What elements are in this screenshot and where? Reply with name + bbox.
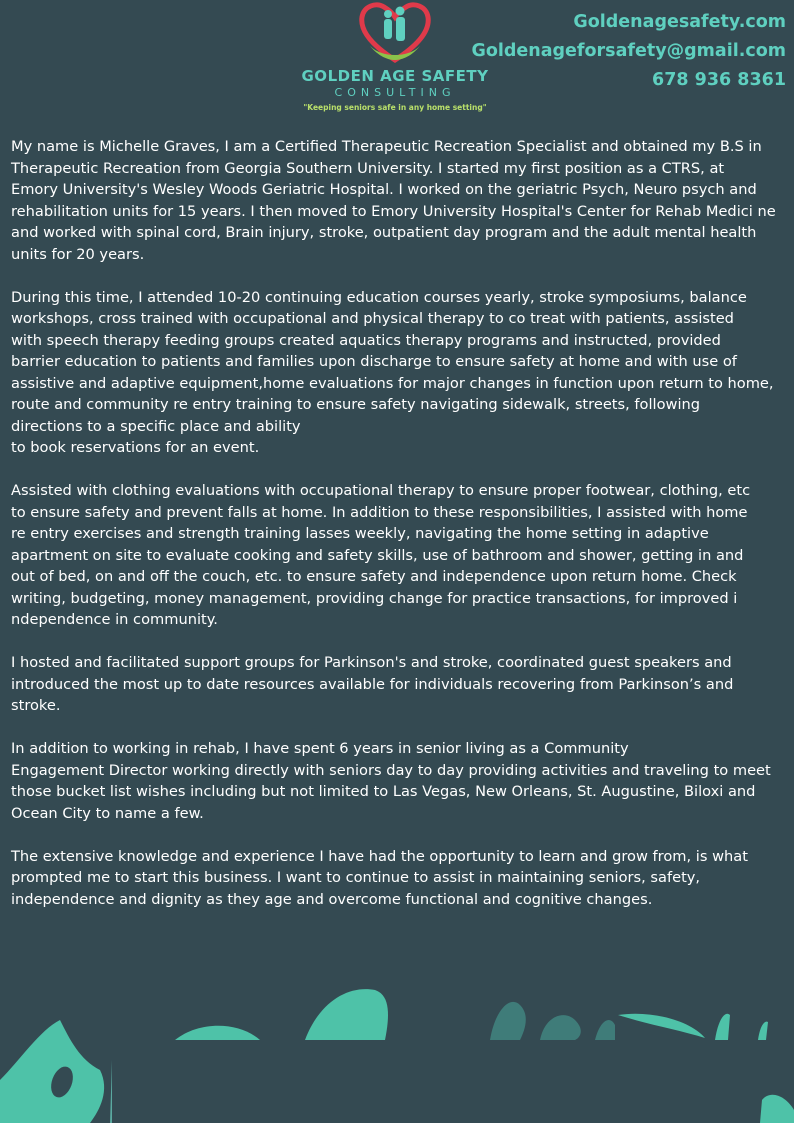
website-link[interactable]: Goldenagesafety.com — [573, 12, 786, 32]
paragraph-5: In addition to working in rehab, I have spent 6 years in senior living as a Community Engagement Director working directly with seniors day to day providing activities and traveling to meet those bucket list wishes including but not limited to Las Vegas, New Orleans, St. Augustine, Biloxi and Ocean City to name a few. — [11, 740, 771, 822]
brand-name: GOLDEN AGE SAFETY — [301, 67, 489, 85]
phone-number: 678 936 8361 — [652, 70, 786, 90]
paragraph-2: During this time, I attended 10-20 continuing education courses yearly, stroke symposiums, balance workshops, cross trained with occupational and physical therapy to co treat with patients, assisted with speech therapy feeding groups created aquatics therapy programs and instructed, provided barrier education to patients and families upon discharge to ensure safety at home and with use of assistive and adaptive equipment,home evaluations for major changes in function upon return to home, route and community re entry training to ensure safety navigating sidewalk, streets, following directions to a specific place and ability to book reservations for an event. — [11, 288, 774, 456]
contact-block — [471, 8, 786, 95]
paragraph-4: I hosted and facilitated support groups for Parkinson's and stroke, coordinated guest speakers and introduced the most up to date resources available for individuals recovering from Parkinson’s and stroke. — [11, 654, 734, 714]
brand-subtitle: CONSULTING — [334, 86, 456, 99]
paragraph-3: Assisted with clothing evaluations with occupational therapy to ensure proper footwear, clothing, etc to ensure safety and prevent falls at home. In addition to these responsibilities, I assisted with home re entry exercises and strength training lasses weekly, navigating the home setting in adaptive apartment on site to evaluate cooking and safety skills, use of bathroom and shower, getting in and out of bed, on and off the couch, etc. to ensure safety and independence upon return home. Check writing, budgeting, money management, providing change for practice transactions, for improved i ndependence in community. — [11, 482, 751, 628]
paragraph-1: My name is Michelle Graves, I am a Certified Therapeutic Recreation Specialist and obtained my B.S in Therapeutic Recreation from Georgia Southern University. I started my first position as a CTRS, at Emory University's Wesley Woods Geriatric Hospital. I worked on the geriatric Psych, Neuro psych and rehabilitation units for 15 years. I then moved to Emory University Hospital's Center for Rehab Medici ne and worked with spinal cord, Brain injury, stroke, outpatient day program and the adult mental health units for 20 years. — [11, 138, 776, 263]
paragraph-6: The extensive knowledge and experience I have had the opportunity to learn and grow from, is what prompted me to start this business. I want to continue to assist in maintaining seniors, safety, independence and dignity as they age and overcome functional and cognitive changes. — [11, 847, 748, 908]
logo — [290, 0, 500, 120]
email-link[interactable]: Goldenageforsafety@gmail.com — [471, 41, 786, 61]
leaf-decoration — [0, 960, 794, 1123]
heart-hands-logo-icon — [350, 0, 440, 68]
tagline: "Keeping seniors safe in any home setting" — [303, 103, 487, 112]
bio-text — [11, 136, 794, 932]
